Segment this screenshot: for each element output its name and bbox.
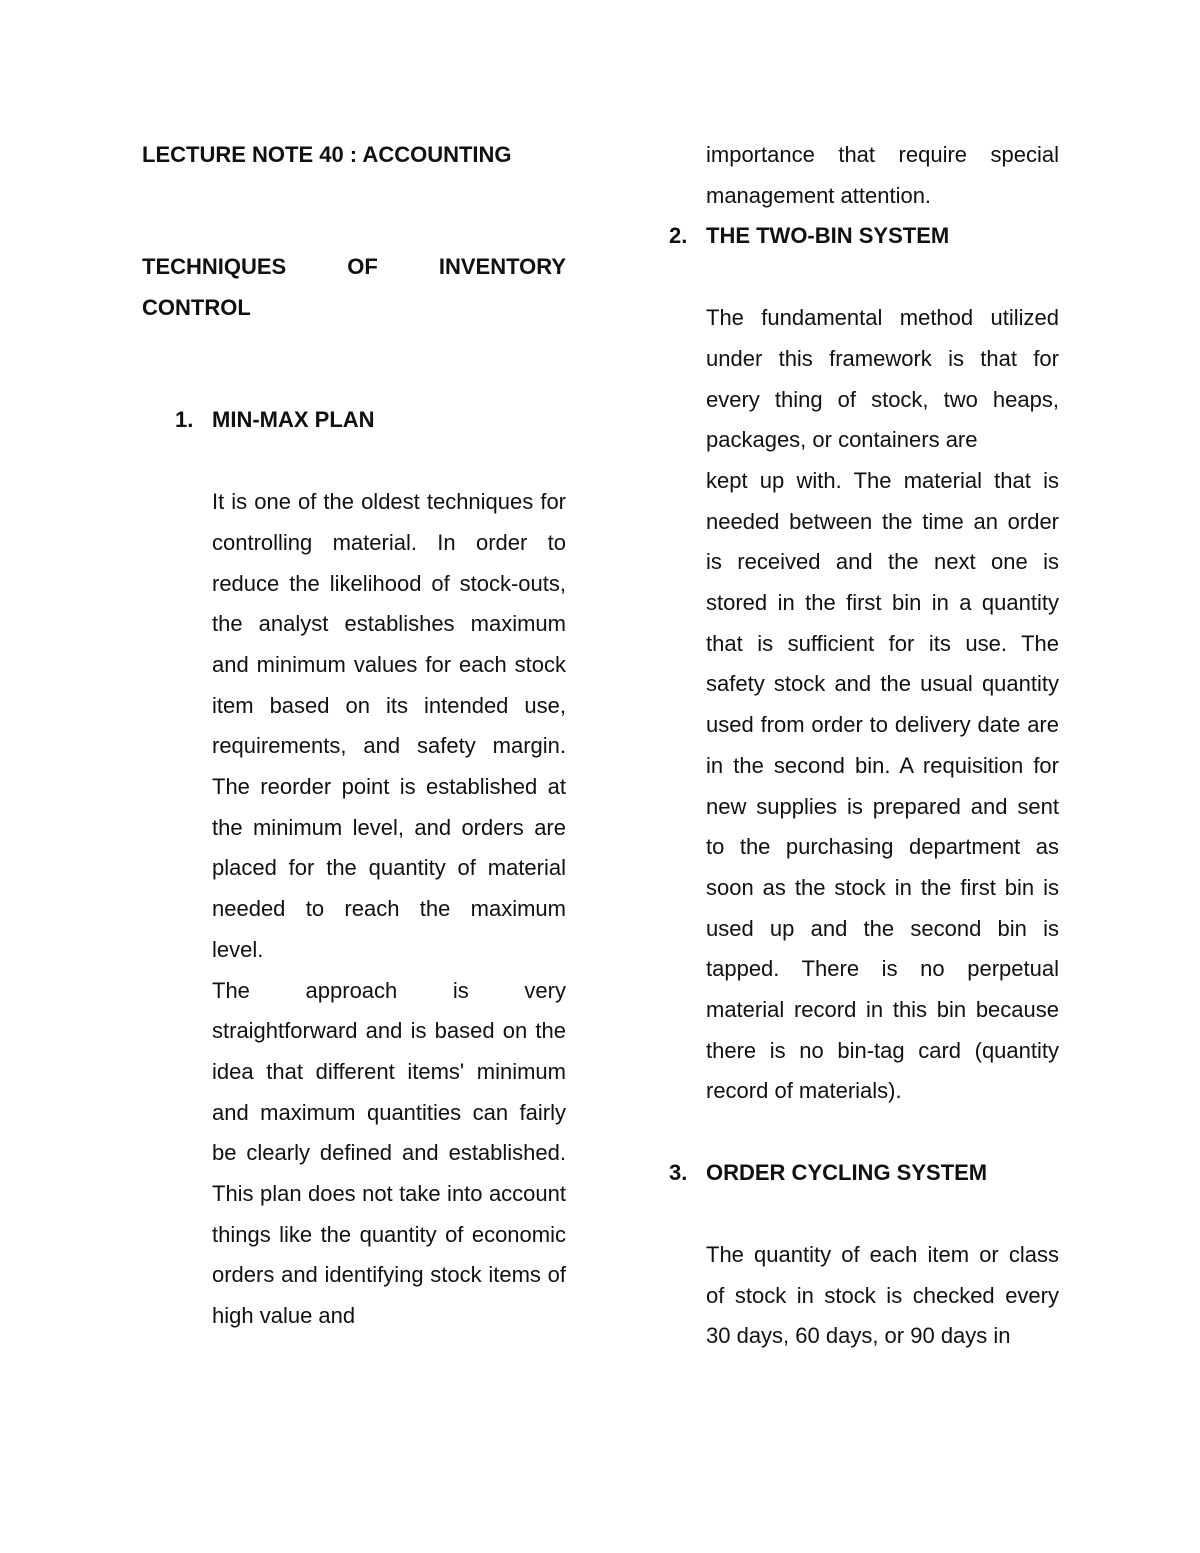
spacer	[142, 328, 566, 400]
section-2-paragraph-1: The fundamental method utilized under this framework is that for every thing of stock, two heaps, packages, or containers are	[706, 305, 1059, 453]
spacer	[142, 441, 566, 482]
section-3-title: ORDER CYCLING SYSTEM	[706, 1160, 988, 1186]
section-1-title: MIN-MAX PLAN	[212, 407, 375, 433]
section-1-paragraph-2: The approach is very straightforward and is based on the idea that different items' minimum and maximum quantities can fairly be clearly defined and established. This plan does not take into account things like the quantity of economic orders and identifying stock items of high value and	[212, 977, 566, 1329]
left-column	[142, 135, 566, 1337]
right-column	[669, 135, 1059, 1357]
section-3-number: 3.	[669, 1160, 688, 1186]
section-2-title: THE TWO-BIN SYSTEM	[706, 223, 950, 249]
section-3-paragraph-1: The quantity of each item or class of stock in stock is checked every 30 days, 60 days, or 90 days in	[706, 1241, 1059, 1349]
section-1-paragraph-1: It is one of the oldest techniques for controlling material. In order to reduce the likelihood of stock-outs, the analyst establishes maximum and minimum values for each stock item based on its intended use, requirements, and safety margin. The reorder point is established at the minimum level, and orders are placed for the quantity of material needed to reach the maximum level.	[212, 489, 566, 962]
spacer	[669, 257, 1059, 298]
section-1-heading	[142, 400, 566, 441]
section-2-paragraph-2: kept up with. The material that is needed between the time an order is received and the next one is stored in the first bin in a quantity that is sufficient for its use. The safety stock and the usual quantity used from order to delivery date are in the second bin. A requisition for new supplies is prepared and sent to the purchasing department as soon as the stock in the first bin is used up and the second bin is tapped. There is no perpetual material record in this bin because there is no bin-tag card (quantity record of materials).	[706, 467, 1059, 1104]
spacer	[669, 1112, 1059, 1153]
main-heading-line1: TECHNIQUES OF INVENTORY	[142, 254, 566, 279]
main-heading	[142, 247, 566, 328]
spacer	[669, 1194, 1059, 1235]
section-1-continuation: importance that require special management attention.	[706, 142, 1059, 208]
section-3-heading	[669, 1153, 1059, 1194]
section-1-number: 1.	[175, 407, 194, 433]
section-2-heading	[669, 216, 1059, 257]
main-heading-line2: CONTROL	[142, 294, 251, 320]
section-2-number: 2.	[669, 223, 688, 249]
document-title: LECTURE NOTE 40 : ACCOUNTING	[142, 142, 512, 167]
spacer	[142, 176, 566, 247]
